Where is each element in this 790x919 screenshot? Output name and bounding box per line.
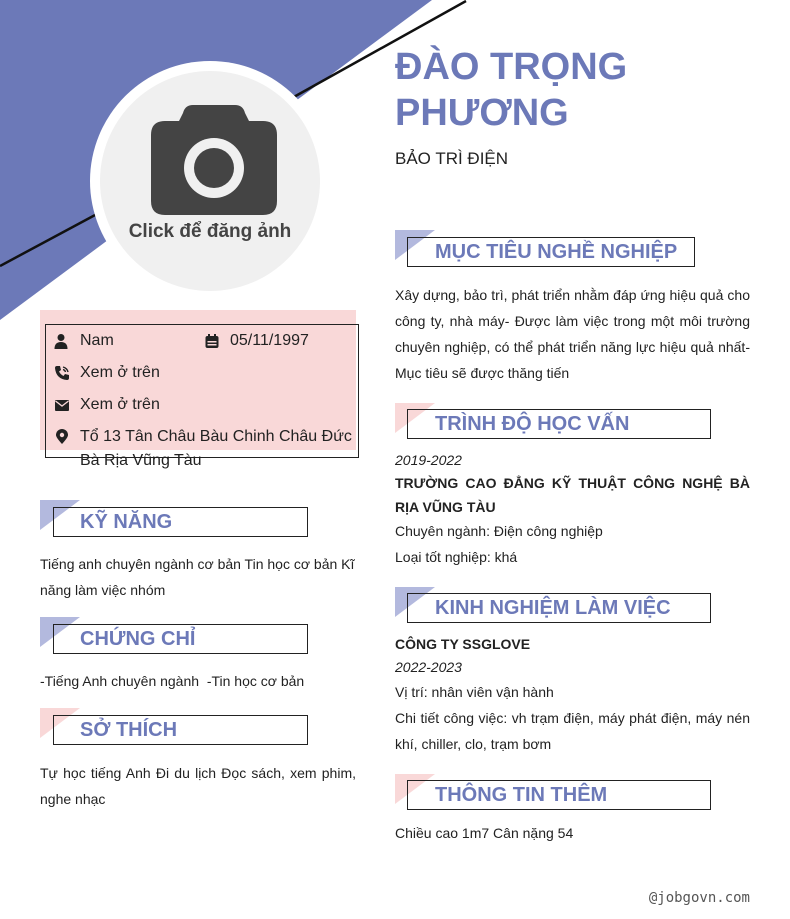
education-grade: Loại tốt nghiệp: khá [395, 549, 518, 565]
address-line-1: Tổ 13 Tân Châu Bàu Chinh Châu Đức [80, 428, 352, 445]
hobbies-text: Tự học tiếng Anh Đi du lịch Đọc sách, xem phim, nghe nhạc [40, 765, 356, 807]
education-heading: TRÌNH ĐỘ HỌC VẤN [435, 413, 630, 435]
profile-photo[interactable] [100, 71, 320, 291]
additional-text: Chiều cao 1m7 Cân nặng 54 [395, 825, 574, 841]
education-period: 2019-2022 [395, 452, 462, 468]
education-school: TRƯỜNG CAO ĐẲNG KỸ THUẬT CÔNG NGHỆ BÀ RỊA VŨNG TÀU [395, 475, 750, 515]
certificates-heading: CHỨNG CHỈ [80, 628, 196, 650]
experience-company: CÔNG TY SSGLOVE [395, 636, 531, 652]
address-line-2: Bà Rịa Vũng Tàu [80, 452, 202, 469]
address-value [80, 425, 355, 473]
watermark: @jobgovn.com [648, 890, 750, 906]
objective-text: Xây dựng, bảo trì, phát triển nhằm đáp ứng hiệu quả cho công ty, nhà máy- Được làm việc trong một môi trường chuyên nghiệp, có thể phát triển năng lực hiệu quả nhất- Mục tiêu sẽ được thăng tiến [395, 287, 750, 381]
experience-position: Vị trí: nhân viên vận hành [395, 684, 554, 700]
education-major: Chuyên ngành: Điện công nghiệp [395, 523, 603, 539]
objective-heading: MỤC TIÊU NGHỀ NGHIỆP [435, 241, 678, 263]
experience-details: Chi tiết công việc: vh trạm điện, máy phát điện, máy nén khí, chiller, clo, trạm bơm [395, 710, 750, 752]
experience-heading: KINH NGHIỆM LÀM VIỆC [435, 597, 671, 619]
user-icon [53, 333, 69, 349]
phone-value: Xem ở trên [80, 364, 160, 381]
map-pin-icon [54, 429, 70, 445]
experience-period: 2022-2023 [395, 659, 462, 675]
photo-caption: Click để đăng ảnh [128, 221, 292, 242]
birthdate-value: 05/11/1997 [230, 332, 309, 349]
phone-icon [54, 365, 70, 381]
candidate-name [395, 44, 755, 136]
hobbies-heading: SỞ THÍCH [80, 719, 178, 741]
skills-heading: KỸ NĂNG [80, 511, 173, 533]
calendar-icon [204, 333, 220, 349]
camera-icon [151, 105, 277, 215]
envelope-icon [54, 397, 70, 413]
additional-heading: THÔNG TIN THÊM [435, 784, 608, 806]
skills-text: Tiếng anh chuyên ngành cơ bản Tin học cơ bản Kĩ năng làm việc nhóm [40, 556, 355, 598]
name-line-2: PHƯƠNG [395, 92, 569, 134]
email-value: Xem ở trên [80, 396, 160, 413]
gender-value: Nam [80, 332, 114, 349]
job-title: BẢO TRÌ ĐIỆN [395, 149, 509, 168]
certificates-text: -Tiếng Anh chuyên ngành -Tin học cơ bản [40, 673, 305, 689]
name-line-1: ĐÀO TRỌNG [395, 46, 628, 88]
